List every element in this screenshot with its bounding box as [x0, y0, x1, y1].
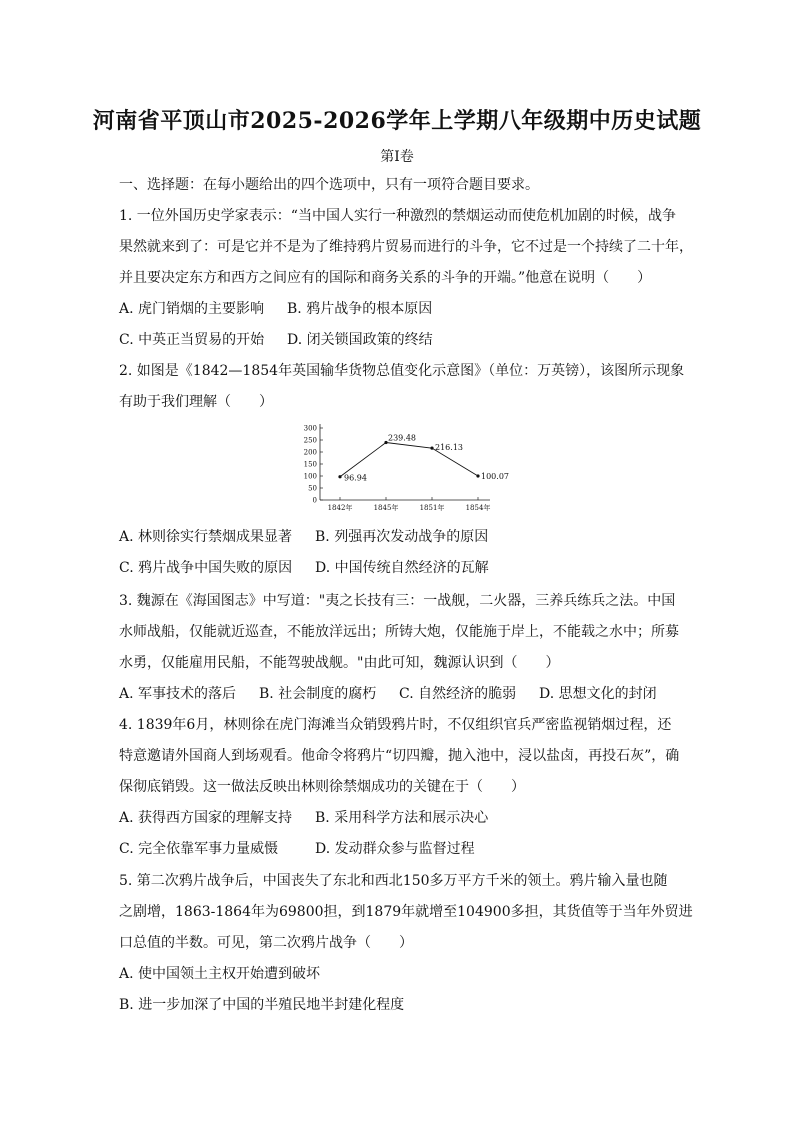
q5-stem-line-2: 之剧增，1863-1864年为69800担，到1879年就增至104900多担，其货值等于当年外贸进	[119, 904, 693, 920]
q2-options-row-2	[119, 558, 489, 578]
q3-option-c: C. 自然经济的脆弱	[399, 686, 517, 702]
q5-option-a: A. 使中国领土主权开始遭到破坏	[119, 966, 321, 982]
q3-stem-line-3: 水勇，仅能雇用民船，不能驾驶战舰。"由此可知，魏源认识到（ ）	[119, 655, 560, 671]
q1-options-row-1	[119, 299, 432, 319]
q3-option-b: B. 社会制度的腐朽	[259, 686, 377, 702]
q4-option-c: C. 完全依靠军事力量威慑	[119, 841, 279, 857]
y-tick-label: 0	[312, 496, 317, 505]
q3-option-a: A. 军事技术的落后	[119, 686, 237, 702]
y-tick-label: 150	[303, 460, 317, 469]
q2-stem-line-1: 2. 如图是《1842—1854年英国输华货物总值变化示意图》（单位：万英镑），该图所示现象	[119, 363, 685, 379]
y-tick-label: 50	[308, 484, 317, 493]
q1-option-b: B. 鸦片战争的根本原因	[287, 301, 433, 317]
export-value-line-chart	[294, 420, 509, 520]
section-heading: 一、选择题：在每小题给出的四个选项中，只有一项符合题目要求。	[119, 177, 539, 193]
q5-option-b: B. 进一步加深了中国的半殖民地半封建化程度	[119, 997, 405, 1013]
q3-stem-line-2: 水师战船，仅能就近巡查，不能放洋远出；所铸大炮，仅能施于岸上，不能载之水中；所募	[119, 624, 679, 640]
data-point	[476, 474, 479, 477]
q3-stem-line-1: 3. 魏源在《海国图志》中写道："夷之长技有三：一战舰，二火器，三养兵练兵之法。中国	[119, 593, 676, 609]
data-label: 96.94	[344, 473, 367, 483]
q4-options-row-2	[119, 839, 475, 859]
x-tick-label: 1854年	[465, 504, 491, 512]
y-tick-label: 250	[303, 436, 317, 445]
data-point	[430, 447, 433, 450]
q4-stem-line-3: 保彻底销毁。这一做法反映出林则徐禁烟成功的关键在于（ ）	[119, 779, 525, 795]
q4-stem-line-2: 特意邀请外国商人到场观看。他命令将鸦片“切四瓣，抛入池中，浸以盐卤，再投石灰”，确	[119, 748, 680, 764]
q4-stem-line-1: 4. 1839年6月，林则徐在虎门海滩当众销毁鸦片时，不仅组织官兵严密监视销烟过程，还	[119, 717, 672, 733]
q1-option-d: D. 闭关锁国政策的终结	[287, 332, 433, 348]
q5-stem-line-3: 口总值的半数。可见，第二次鸦片战争（ ）	[119, 935, 413, 951]
q1-stem-line-3: 并且要决定东方和西方之间应有的国际和商务关系的斗争的开端。”他意在说明（ ）	[119, 270, 652, 286]
data-label: 216.13	[435, 443, 463, 453]
q4-option-a: A. 获得西方国家的理解支持	[119, 810, 293, 826]
x-tick-label: 1851年	[419, 504, 445, 512]
q2-option-a: A. 林则徐实行禁烟成果显著	[119, 529, 293, 545]
q2-options-row-1	[119, 527, 488, 547]
q2-stem-line-2: 有助于我们理解（ ）	[119, 394, 273, 410]
exam-title: 河南省平顶山市2025-2026学年上学期八年级期中历史试题	[92, 108, 702, 134]
q4-options-row-1	[119, 808, 488, 828]
y-tick-label: 100	[303, 472, 317, 481]
q1-option-a: A. 虎门销烟的主要影响	[119, 301, 265, 317]
data-point	[338, 475, 341, 478]
q1-options-row-2	[119, 330, 433, 350]
q3-options-row	[119, 684, 657, 704]
q5-stem-line-1: 5. 第二次鸦片战争后，中国丧失了东北和西北150多万平方千米的领土。鸦片输入量也随	[119, 873, 668, 889]
x-tick-label: 1845年	[373, 504, 399, 512]
data-label: 100.07	[481, 471, 509, 481]
q1-stem-line-2: 果然就来到了：可是它并不是为了维持鸦片贸易而进行的斗争，它不过是一个持续了二十年，	[119, 239, 693, 255]
x-tick-label: 1842年	[327, 504, 353, 512]
y-tick-label: 200	[303, 448, 317, 457]
q1-option-c: C. 中英正当贸易的开始	[119, 332, 265, 348]
q2-option-d: D. 中国传统自然经济的瓦解	[315, 560, 489, 576]
y-tick-label: 300	[303, 424, 317, 433]
q2-option-c: C. 鸦片战争中国失败的原因	[119, 560, 293, 576]
q2-option-b: B. 列强再次发动战争的原因	[315, 529, 489, 545]
data-label: 239.48	[388, 433, 416, 443]
q1-stem-line-1: 1. 一位外国历史学家表示：“当中国人实行一种激烈的禁烟运动而使危机加剧的时候，战争	[119, 208, 676, 224]
volume-label: 第I卷	[380, 149, 414, 165]
q4-option-b: B. 采用科学方法和展示决心	[315, 810, 489, 826]
q4-option-d: D. 发动群众参与监督过程	[315, 841, 475, 857]
q3-option-d: D. 思想文化的封闭	[539, 686, 657, 702]
